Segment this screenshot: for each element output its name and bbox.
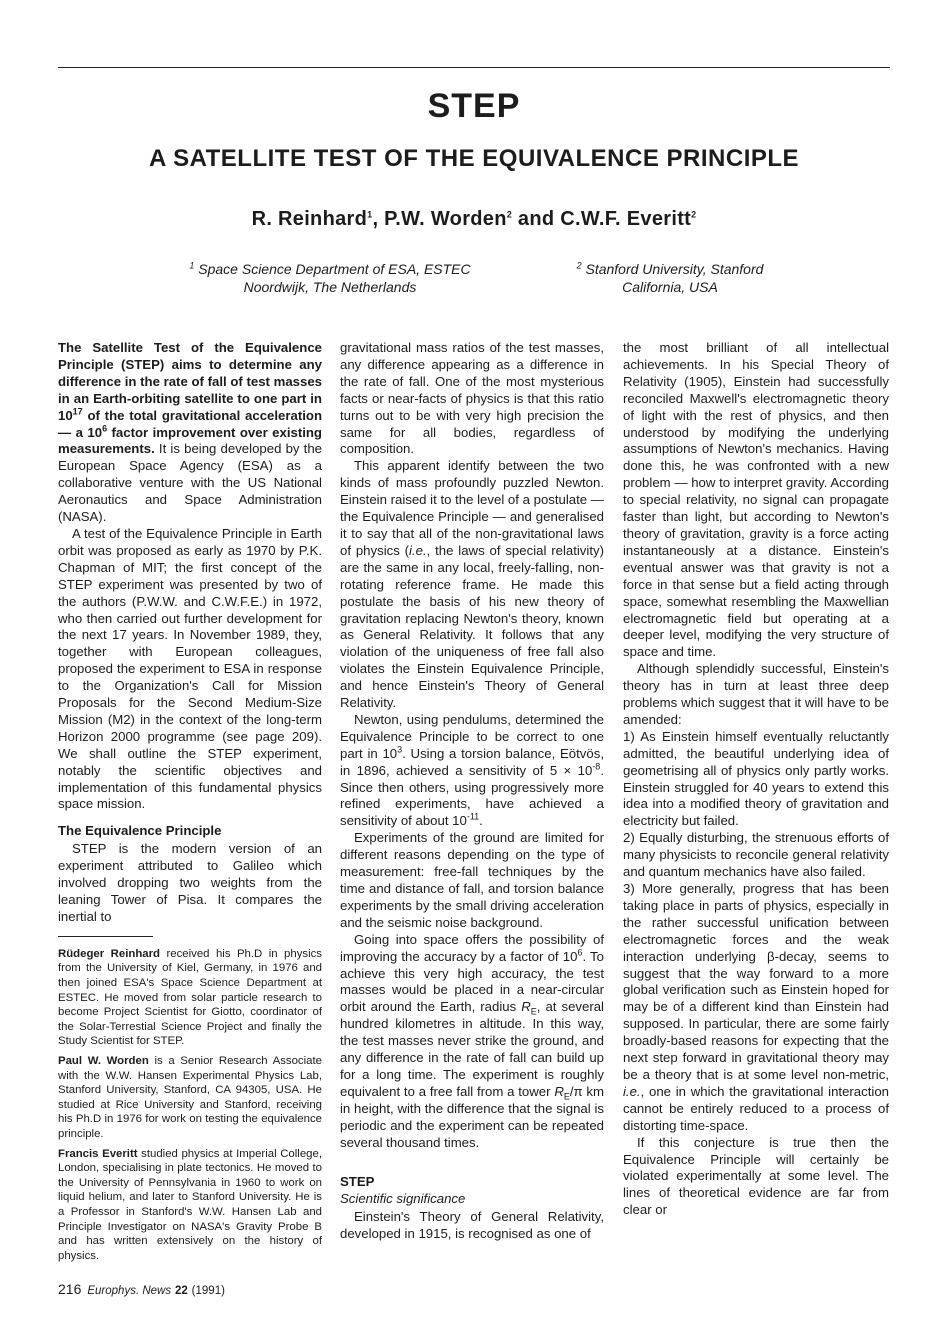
list-item: 3) More generally, progress that has been taking place in parts of physics, especially in the rather successful unification between electromagnetic forces and the weak interaction underlying β-decay, seems to suggest that the way forward to a more global verification such as Einstein hoped for may be of a different kind than Einstein had supposed. In particular, there are some fairly broadly-based reasons for expecting that the next step forward in gravitational theory may be a theory that is at some level non-metric, i.e., one in which the gravitational interaction cannot be entirely reduced to a process of distorting time-space.	[623, 881, 889, 1133]
top-rule	[58, 67, 890, 68]
journal-volume: 22	[174, 1285, 188, 1297]
author-name: P.W. Worden	[384, 208, 507, 230]
author-line: R. Reinhard$^1$, P.W. Worden$^2$ and C.W.F. Everitt$^2$	[251, 208, 697, 230]
journal-year: (1991)	[191, 1285, 225, 1297]
bio-divider	[58, 936, 153, 937]
list-item: 1) As Einstein himself eventually reluctantly admitted, the beautiful underlying idea of geometrising all of physics only partly works. Einstein struggled for 40 years to extend this idea into a modified theory of gravitation and electricity but failed.	[623, 728, 889, 829]
affiliation-marker: 1	[367, 209, 373, 220]
body-paragraph: Newton, using pendulums, determined the Equivalence Principle to be correct to one part in $10^3$. Using a torsion balance, Eötvös, in 1896, achieved a sensitivity of $5 \times 10^{-8}$. Since then others, using progressively more refined experiments, have achieved a sensitivity of about $10^{-11}$.	[340, 711, 604, 829]
body-paragraph: If this conjecture is true then the Equivalence Principle will certainly be violated experimentally at some level. The lines of theoretical evidence are far from clear or	[623, 1134, 889, 1218]
body-paragraph: STEP is the modern version of an experiment attributed to Galileo which involved dropping two weights from the leaning Tower of Pisa. It compares the inertial to	[58, 841, 322, 924]
column-2	[340, 340, 604, 1243]
page-number: 216	[58, 1281, 82, 1297]
article-subtitle: A SATELLITE TEST OF THE EQUIVALENCE PRINCIPLE	[148, 145, 800, 172]
body-paragraph: gravitational mass ratios of the test masses, any difference appearing as a difference in the rate of fall. One of the most mysterious facts or near-facts of physics is that this ratio turns out to be with very high precision the same for all bodies, regardless of composition.	[340, 340, 604, 457]
affiliation-2: $^2$ Stanford University, Stanford California, USA	[576, 260, 764, 295]
list-item: 2) Equally disturbing, the strenuous efforts of many physicists to reconcile general relativity and quantum mechanics have also failed.	[623, 830, 889, 880]
affiliation-marker: 2	[691, 209, 697, 220]
article-title: STEP	[427, 87, 521, 125]
body-paragraph: Experiments of the ground are limited for different reasons depending on the type of measurement: free-fall techniques by the time and distance of fall, and torsion balance experiments by the small driving acceleration and the seismic noise background.	[340, 830, 604, 930]
author-bio: Rüdeger Reinhard received his Ph.D in physics from the University of Kiel, Germany, in 1976 and then joined ESA's Space Science Department at ESTEC. He moved from solar particle research to become Project Scientist for Giotto, coordinator of the Solar-Terrestial Science Project and finally the Study Scientist for STEP.	[58, 947, 323, 1048]
page-footer	[58, 1281, 225, 1297]
section-heading: STEP	[340, 1173, 375, 1189]
affiliation-1: $^1$ Space Science Department of ESA, ESTEC Noordwijk, The Netherlands	[189, 260, 471, 295]
body-paragraph: A test of the Equivalence Principle in Earth orbit was proposed as early as 1970 by P.K. Chapman of MIT; the first concept of the STEP experiment was presented by two of the authors (P.W.W. and C.W.F.E.) in 1972, who then carried out further development for the next 17 years. In November 1989, they, together with European colleagues, proposed the experiment to ESA in response to the Organization's Call for Mission Proposals for the Second Medium-Size Mission (M2) in the context of the long-term Horizon 2000 programme (see page 209). We shall outline the STEP experiment, notably the scientific objectives and implementation of this fundamental physics space mission.	[58, 525, 322, 812]
author-bio: Paul W. Worden is a Senior Research Associate with the W.W. Hansen Experimental Physics Lab, Stanford University, Stanford, CA 94305, USA. He studied at Rice University and Stanford, receiving his Ph.D in 1976 for work on testing the equivalence principle.	[58, 1054, 322, 1140]
body-paragraph: Einstein's Theory of General Relativity, developed in 1915, is recognised as one of	[340, 1209, 604, 1242]
body-paragraph: This apparent identify between the two kinds of mass profoundly puzzled Newton. Einstein raised it to the level of a postulate — the Equivalence Principle — and generalised it to say that all of the non-gravitational laws of physics (i.e., the laws of special relativity) are the same in any local, freely-falling, non-rotating reference frame. He made this postulate the basis of his new theory of gravitation replacing Newton's theory, known as General Relativity. It follows that any violation of the uniqueness of free fall also violates the Einstein Equivalence Principle, and hence Einstein's Theory of General Relativity.	[340, 458, 604, 711]
body-paragraph: the most brilliant of all intellectual achievements. In his Special Theory of Relativity (1905), Einstein had successfully reconciled Maxwell's electromagnetic theory of light with the rest of physics, and then understood by modifying the underlying assumptions of Newton's mechanics. Having done this, he was confronted with a new problem — how to interpret gravity. According to special relativity, no signal can propagate faster than light, but according to Newton's theory of gravitation, gravity is a force acting instantaneously at a distance. Einstein's eventual answer was that gravity is not a force in that sense but a field acting through space, somewhat resembling the Maxwellian electromagnetic field but operating at a deeper level, modifying the very structure of space and time.	[623, 340, 889, 660]
affiliation-marker: 2	[506, 209, 513, 220]
section-heading: The Equivalence Principle	[58, 823, 222, 839]
subsection-heading: Scientific significance	[340, 1191, 466, 1207]
author-name: C.W.F. Everitt	[560, 208, 692, 230]
author-name: R. Reinhard	[251, 208, 368, 230]
journal-name: Europhys. News	[87, 1285, 172, 1297]
body-paragraph: Although splendidly successful, Einstein's theory has in turn at least three deep problems which suggest that it will have to be amended:	[623, 661, 889, 727]
author-bio: Francis Everitt studied physics at Imperial College, London, specialising in plate tectonics. He moved to the University of Pennsylvania in 1960 to work on liquid helium, and later to Stanford University. He is a Professor in Stanford's W.W. Hansen Lab and Principle Investigator on NASA's Gravity Probe B and has written extensively on the history of physics.	[58, 1147, 322, 1262]
column-1	[58, 340, 322, 1268]
abstract-paragraph: The Satellite Test of the Equivalence Principle (STEP) aims to determine any difference in the rate of fall of test masses in an Earth-orbiting satellite to one part in $10^{17}$ of the total gravitational acceleration — a $10^6$ factor improvement over existing measurements. It is being developed by the European Space Agency (ESA) as a collaborative venture with the US National Aeronautics and Space Administration (NASA).	[58, 340, 322, 525]
body-paragraph: Going into space offers the possibility of improving the accuracy by a factor of $10^6$. To achieve this very high accuracy, the test masses would be placed in a near-circular orbit around the Earth, radius $R_E$, at several hundred kilometres in altitude. In this way, the test masses never strike the ground, and any difference in the rate of fall can build up for a long time. The experiment is roughly equivalent to a free fall from a tower $R_E/\pi$ km in height, with the difference that the signal is periodic and the experiment can be repeated several thousand times.	[340, 931, 604, 1150]
column-3	[623, 340, 889, 1219]
